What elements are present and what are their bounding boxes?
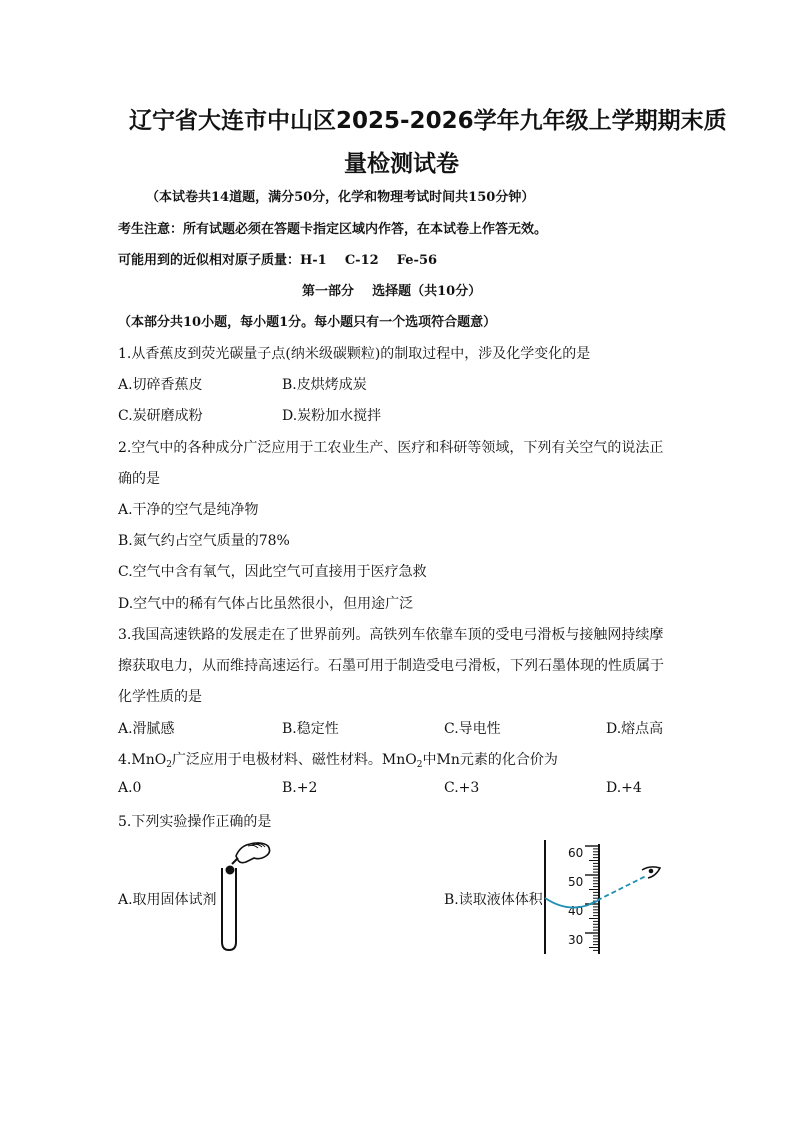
section1-heading: 第一部分 选择题（共10分）	[302, 284, 482, 299]
eye-icon	[642, 867, 660, 878]
q5-option-a: A.取用固体试剂	[118, 892, 217, 908]
q2-option-a: A.干净的空气是纯净物	[118, 502, 259, 518]
q4-stem	[118, 749, 558, 770]
exam-notice: 考生注意：所有试题必须在答题卡指定区域内作答，在本试卷上作答无效。	[118, 222, 548, 237]
q4-option-a: A.0	[118, 780, 142, 796]
q3-stem-line2: 擦获取电力，从而维持高速运行。石墨可用于制造受电弓滑板，下列石墨体现的性质属于	[118, 658, 664, 674]
exam-title-line1: 辽宁省大连市中山区2025-2026学年九年级上学期期末质	[129, 108, 727, 134]
q4-stem-prefix: 4.MnO	[118, 752, 167, 768]
q1-option-b: B.皮烘烤成炭	[282, 377, 367, 393]
q4-subscript-1: 2	[166, 760, 172, 770]
tick-label-30: 30	[568, 933, 584, 947]
q3-option-a: A.滑腻感	[118, 721, 175, 737]
q3-option-d: D.熔点高	[606, 721, 664, 737]
q2-option-d: D.空气中的稀有气体占比虽然很小，但用途广泛	[118, 596, 414, 612]
hand-icon	[232, 843, 270, 864]
q4-option-c: C.+3	[444, 780, 480, 796]
q2-option-c: C.空气中含有氧气，因此空气可直接用于医疗急救	[118, 564, 427, 580]
q2-stem-line2: 确的是	[118, 471, 160, 487]
q1-option-d: D.炭粉加水搅拌	[282, 408, 382, 424]
tick-label-60: 60	[568, 846, 584, 860]
q4-option-d: D.+4	[606, 780, 642, 796]
q5-option-b: B.读取液体体积	[444, 892, 543, 908]
solid-reagent-illustration	[210, 838, 276, 954]
atomic-masses: 可能用到的近似相对原子质量：H-1 C-12 Fe-56	[118, 253, 438, 268]
q2-option-b: B.氮气约占空气质量的78%	[118, 533, 290, 549]
q3-option-b: B.稳定性	[282, 721, 339, 737]
q3-stem-line1: 3.我国高速铁路的发展走在了世界前列。高铁列车依靠车顶的受电弓滑板与接触网持续摩	[118, 627, 664, 643]
reagent-granule-icon	[226, 866, 235, 875]
test-tube-icon	[222, 868, 236, 950]
exam-subtitle: （本试卷共14道题，满分50分，化学和物理考试时间共150分钟）	[146, 190, 535, 205]
q4-stem-middle: 广泛应用于电极材料、磁性材料。MnO	[171, 752, 417, 768]
q1-option-a: A.切碎香蕉皮	[118, 377, 203, 393]
q4-stem-suffix: 中Mn元素的化合价为	[422, 752, 558, 768]
q3-option-c: C.导电性	[444, 721, 501, 737]
q2-stem-line1: 2.空气中的各种成分广泛应用于工农业生产、医疗和科研等领域，下列有关空气的说法正	[118, 440, 664, 456]
exam-title-line2: 量检测试卷	[344, 151, 459, 177]
cylinder-illustration	[530, 838, 670, 956]
q1-stem: 1.从香蕉皮到荧光碳量子点(纳米级碳颗粒)的制取过程中，涉及化学变化的是	[118, 346, 591, 362]
tick-label-50: 50	[568, 875, 584, 889]
q5-stem: 5.下列实验操作正确的是	[118, 814, 272, 830]
section1-instructions: （本部分共10小题，每小题1分。每小题只有一个选项符合题意）	[118, 315, 497, 330]
q4-subscript-2: 2	[416, 760, 423, 770]
tick-label-40: 40	[568, 904, 584, 918]
q1-option-c: C.炭研磨成粉	[118, 408, 203, 424]
q4-option-b: B.+2	[282, 780, 318, 796]
q3-stem-line3: 化学性质的是	[118, 689, 202, 705]
tick-labels	[568, 846, 583, 947]
